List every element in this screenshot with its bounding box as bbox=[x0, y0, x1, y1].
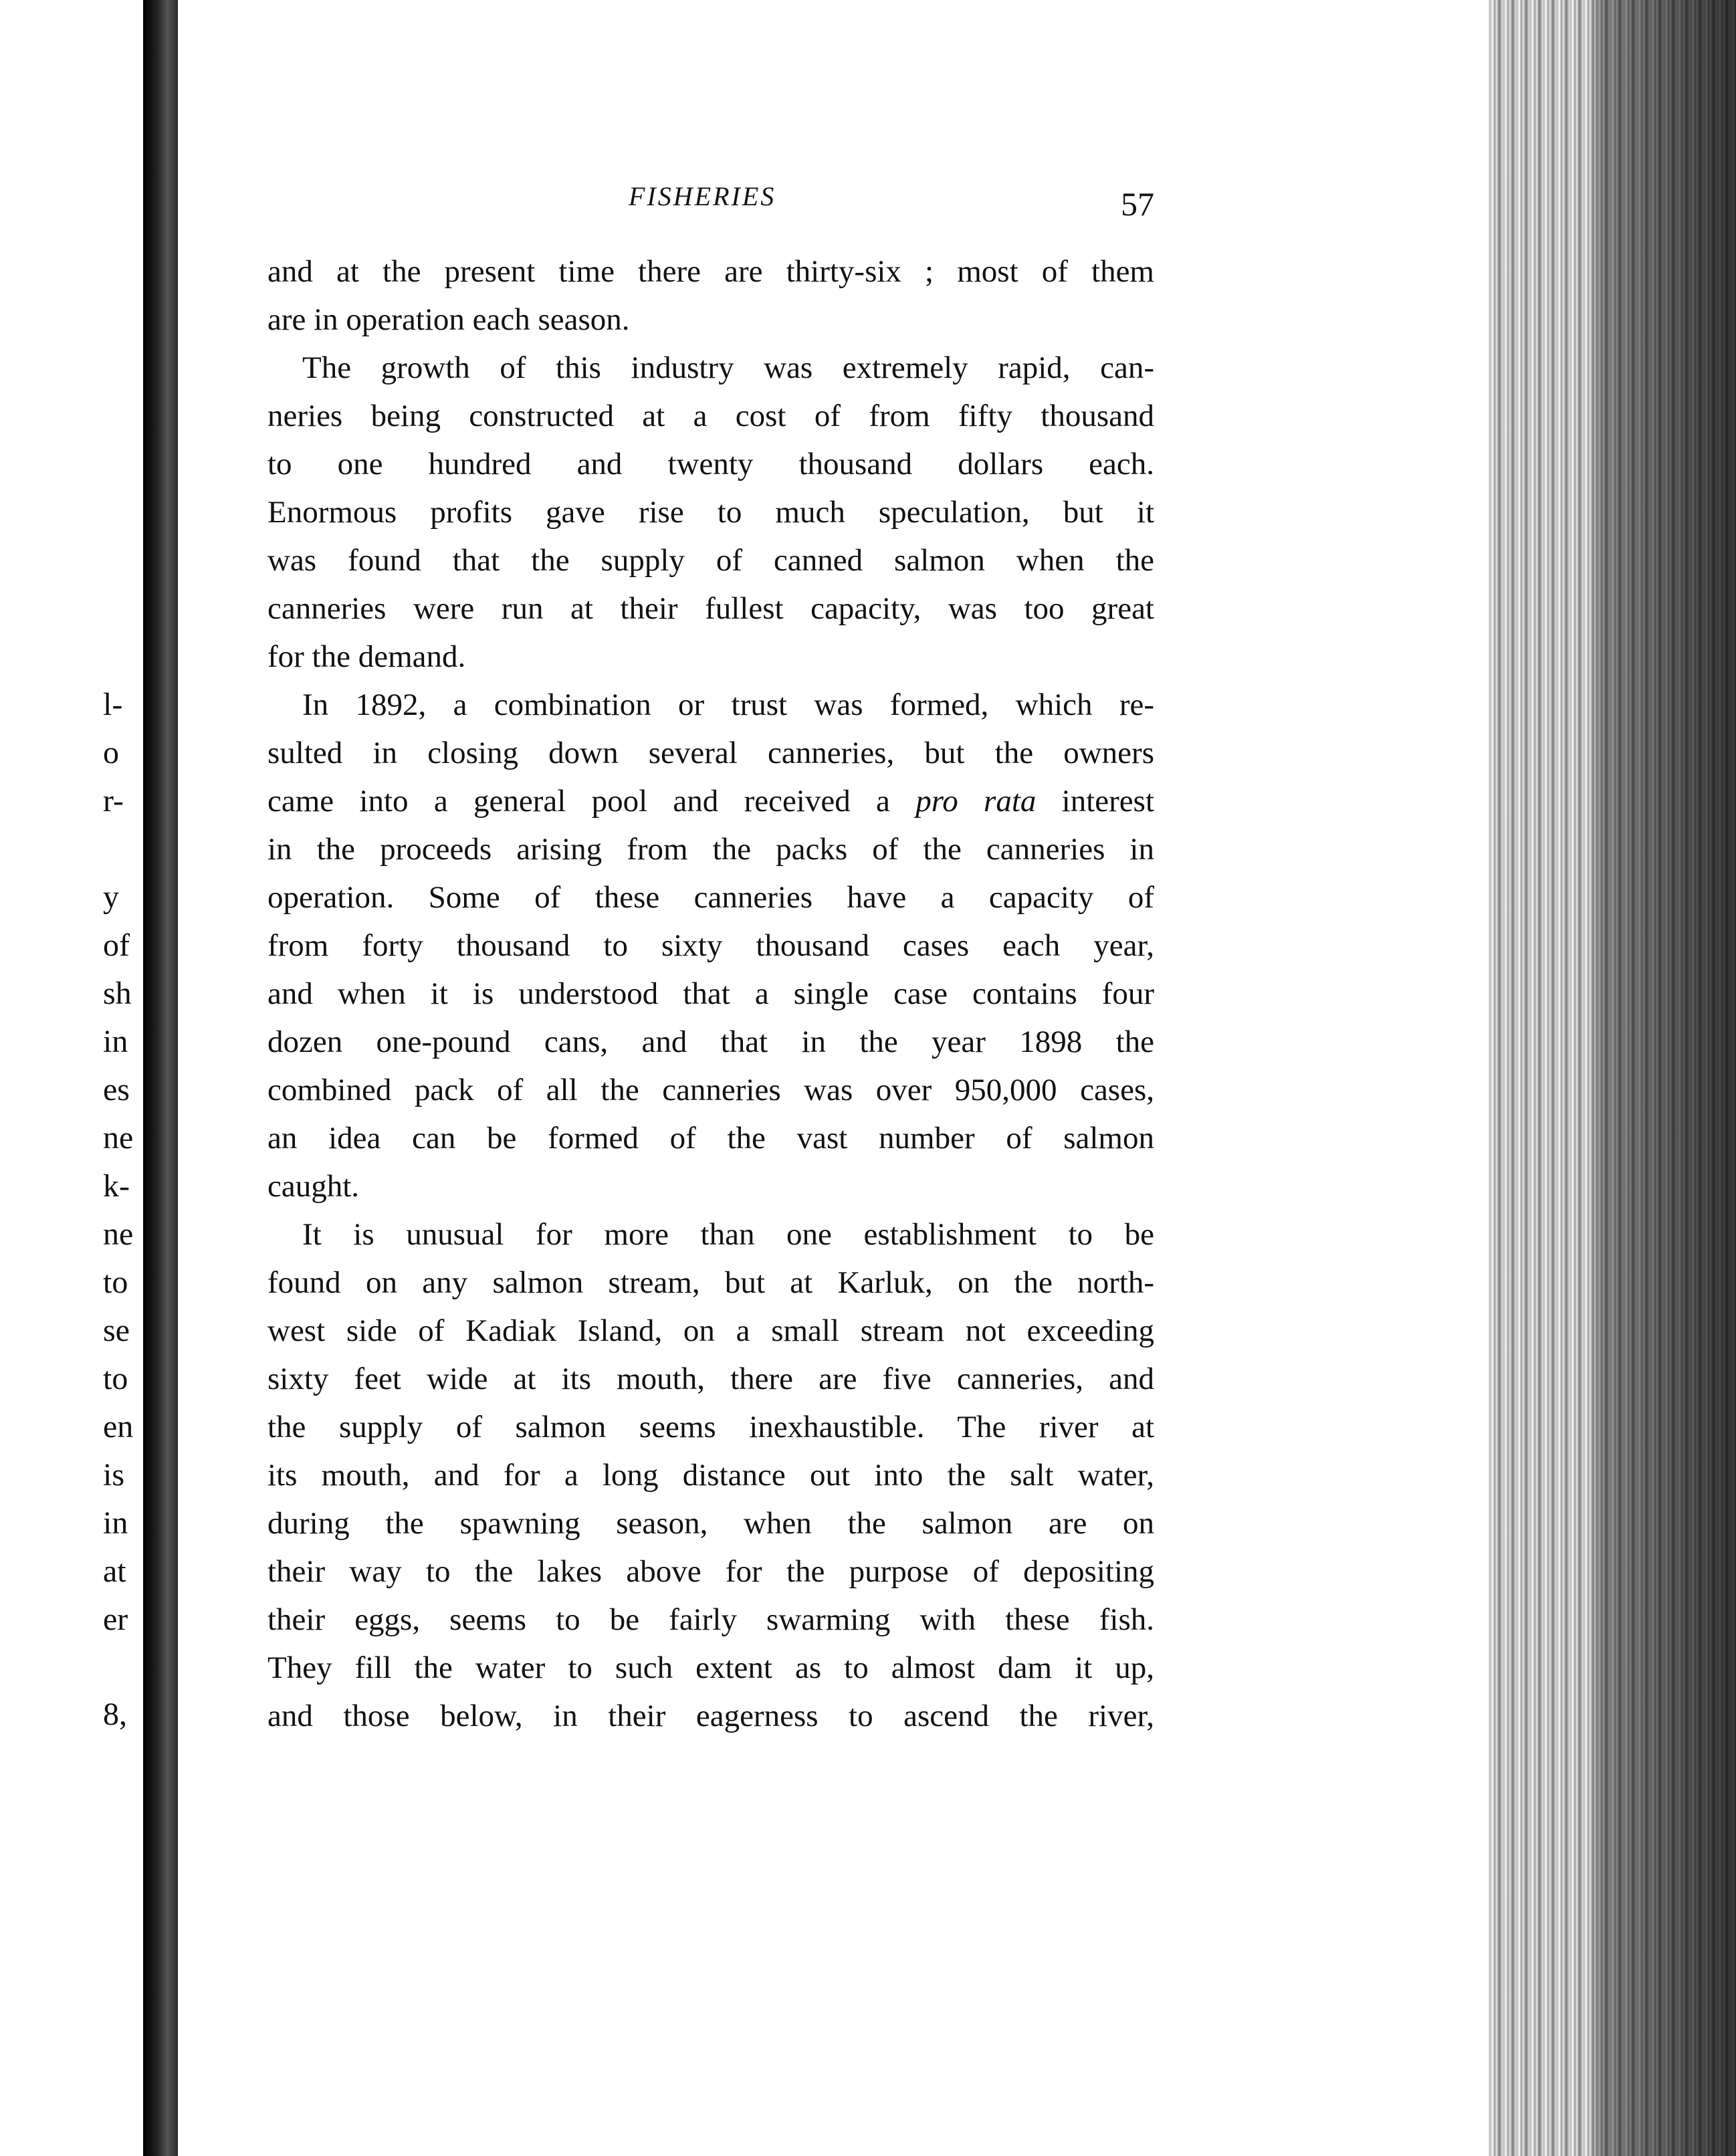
left-page-fragment: at bbox=[103, 1553, 126, 1589]
text-line: its mouth, and for a long distance out into the salt water, bbox=[267, 1458, 1154, 1493]
text-line: found on any salmon stream, but at Karluk, on the north- bbox=[267, 1265, 1154, 1300]
left-page-fragment: o bbox=[103, 735, 119, 770]
text-line: and when it is understood that a single case contains four bbox=[267, 976, 1154, 1011]
text-line: in the proceeds arising from the packs of the canneries in bbox=[267, 832, 1154, 867]
left-page-fragment: er bbox=[103, 1602, 128, 1637]
text-line: to one hundred and twenty thousand dollars each. bbox=[267, 447, 1154, 481]
text-line: sulted in closing down several canneries, but the owners bbox=[267, 736, 1154, 770]
page-block-edge bbox=[1489, 0, 1736, 2156]
left-page-fragment: ne bbox=[103, 1120, 134, 1156]
left-page-fragment: ne bbox=[103, 1216, 134, 1252]
left-page-fragment: sh bbox=[103, 976, 132, 1011]
left-page-fragment: is bbox=[103, 1457, 125, 1493]
text-line: their eggs, seems to be fairly swarming with these fish. bbox=[267, 1602, 1154, 1637]
text-line: was found that the supply of canned salmon when the bbox=[267, 543, 1154, 578]
previous-page-edge bbox=[0, 0, 143, 2156]
italic-phrase: pro rata bbox=[915, 784, 1037, 819]
page-block-shadow bbox=[1596, 0, 1736, 2156]
text-line: The growth of this industry was extremely rapid, can- bbox=[302, 350, 1154, 385]
text-line: neries being constructed at a cost of from fifty thousand bbox=[267, 399, 1154, 433]
running-head: FISHERIES bbox=[629, 181, 776, 211]
left-page-fragment: r- bbox=[103, 783, 124, 819]
text-line: the supply of salmon seems inexhaustible. The river at bbox=[267, 1410, 1154, 1444]
text-line: during the spawning season, when the salmon are on bbox=[267, 1506, 1154, 1541]
left-page-fragment: of bbox=[103, 928, 130, 963]
text-line: They fill the water to such extent as to almost dam it up, bbox=[267, 1650, 1154, 1685]
left-page-fragment: in bbox=[103, 1505, 128, 1541]
text-line: It is unusual for more than one establishment to be bbox=[302, 1217, 1154, 1252]
text-line: sixty feet wide at its mouth, there are five canneries, and bbox=[267, 1362, 1154, 1396]
text-line: from forty thousand to sixty thousand cases each year, bbox=[267, 928, 1154, 963]
text-segment: came into a general pool and received a bbox=[267, 784, 890, 819]
text-line bbox=[267, 777, 1154, 825]
left-page-fragment: en bbox=[103, 1409, 134, 1444]
text-line: an idea can be formed of the vast number of salmon bbox=[267, 1121, 1154, 1156]
left-page-fragment: to bbox=[103, 1265, 128, 1300]
left-page-fragment: to bbox=[103, 1361, 128, 1396]
book-gutter bbox=[143, 0, 178, 2156]
body-text bbox=[267, 247, 1154, 1740]
left-page-fragment: se bbox=[103, 1313, 130, 1348]
left-page-fragment: y bbox=[103, 879, 119, 915]
text-line: Enormous profits gave rise to much speculation, but it bbox=[267, 495, 1154, 530]
left-page-fragment: l- bbox=[103, 687, 123, 722]
text-line: dozen one-pound cans, and that in the year 1898 the bbox=[267, 1025, 1154, 1059]
left-page-fragment: es bbox=[103, 1072, 130, 1107]
text-line: operation. Some of these canneries have a capacity of bbox=[267, 880, 1154, 915]
left-page-fragment: 8, bbox=[103, 1697, 127, 1732]
left-page-fragment: k- bbox=[103, 1168, 130, 1204]
text-line: combined pack of all the canneries was over 950,000 cases, bbox=[267, 1073, 1154, 1107]
text-segment: interest bbox=[1061, 784, 1155, 819]
text-line: and at the present time there are thirty-six ; most of them bbox=[267, 254, 1154, 289]
page-number: 57 bbox=[1121, 185, 1154, 223]
left-page-fragment: in bbox=[103, 1024, 128, 1059]
text-line: caught. bbox=[267, 1169, 360, 1204]
text-line: and those below, in their eagerness to ascend the river, bbox=[267, 1699, 1154, 1733]
text-line: west side of Kadiak Island, on a small stream not exceeding bbox=[267, 1313, 1154, 1348]
text-line: their way to the lakes above for the purpose of depositing bbox=[267, 1554, 1154, 1589]
text-line: for the demand. bbox=[267, 639, 466, 674]
text-line: canneries were run at their fullest capacity, was too great bbox=[267, 591, 1154, 626]
text-line: are in operation each season. bbox=[267, 302, 630, 337]
text-line: In 1892, a combination or trust was formed, which re- bbox=[302, 687, 1154, 722]
